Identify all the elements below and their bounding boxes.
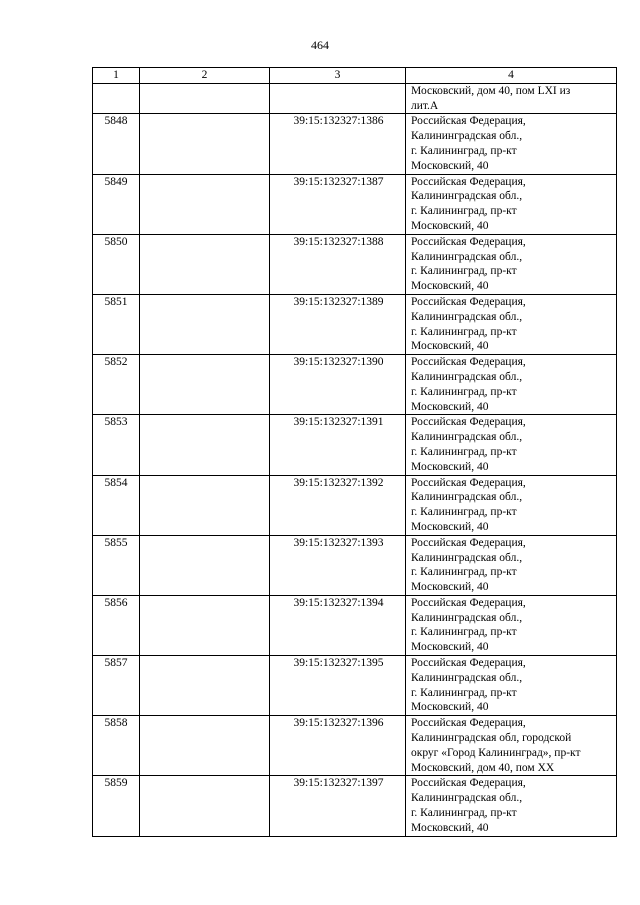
table-row <box>93 234 617 294</box>
row-number-cell: 5848 <box>93 114 140 174</box>
row-number-cell: 5849 <box>93 174 140 234</box>
header-col-1: 1 <box>93 68 140 84</box>
cadastral-number-cell: 39:15:132327:1394 <box>270 595 406 655</box>
header-row <box>93 68 617 84</box>
table-row <box>93 294 617 354</box>
cadastral-number-cell: 39:15:132327:1387 <box>270 174 406 234</box>
row-number-cell: 5854 <box>93 475 140 535</box>
column-2-cell <box>140 716 270 776</box>
address-cell: Российская Федерация, Калининградская обл., г. Калининград, пр-кт Московский, 40 <box>406 595 617 655</box>
continuation-row <box>93 83 617 114</box>
column-2-cell <box>140 776 270 836</box>
cadastral-number-cell: 39:15:132327:1386 <box>270 114 406 174</box>
row-number-cell: 5857 <box>93 656 140 716</box>
cadastral-number-cell: 39:15:132327:1396 <box>270 716 406 776</box>
cadastral-number-cell: 39:15:132327:1397 <box>270 776 406 836</box>
table-row <box>93 114 617 174</box>
table-row <box>93 776 617 836</box>
table-row <box>93 415 617 475</box>
column-2-cell <box>140 234 270 294</box>
column-2-cell <box>140 415 270 475</box>
address-cell: Российская Федерация, Калининградская обл., г. Калининград, пр-кт Московский, 40 <box>406 776 617 836</box>
address-cell: Российская Федерация, Калининградская обл., г. Калининград, пр-кт Московский, 40 <box>406 114 617 174</box>
header-col-4: 4 <box>406 68 617 84</box>
table-row <box>93 656 617 716</box>
registry-table <box>92 67 617 837</box>
cadastral-number-cell: 39:15:132327:1390 <box>270 355 406 415</box>
column-2-cell <box>140 114 270 174</box>
page-number: 464 <box>311 38 329 52</box>
address-cell: Российская Федерация, Калининградская обл., г. Калининград, пр-кт Московский, 40 <box>406 535 617 595</box>
row-number-cell: 5856 <box>93 595 140 655</box>
table-body <box>93 83 617 836</box>
header-col-3: 3 <box>270 68 406 84</box>
column-2-cell <box>140 294 270 354</box>
address-cell: Московский, дом 40, пом LXI из лит.А <box>406 83 617 114</box>
table-row <box>93 475 617 535</box>
cadastral-number-cell: 39:15:132327:1392 <box>270 475 406 535</box>
address-cell: Российская Федерация, Калининградская обл, городской округ «Город Калининград», пр-кт Московский, дом 40, пом XX <box>406 716 617 776</box>
table-row <box>93 595 617 655</box>
row-number-cell: 5855 <box>93 535 140 595</box>
column-2-cell <box>140 174 270 234</box>
table-row <box>93 716 617 776</box>
column-2-cell <box>140 656 270 716</box>
row-number-cell: 5850 <box>93 234 140 294</box>
column-2-cell <box>140 595 270 655</box>
column-2-cell <box>140 535 270 595</box>
row-number-cell: 5858 <box>93 716 140 776</box>
address-cell: Российская Федерация, Калининградская обл., г. Калининград, пр-кт Московский, 40 <box>406 355 617 415</box>
header-col-2: 2 <box>140 68 270 84</box>
address-cell: Российская Федерация, Калининградская обл., г. Калининград, пр-кт Московский, 40 <box>406 174 617 234</box>
address-cell: Российская Федерация, Калининградская обл., г. Калининград, пр-кт Московский, 40 <box>406 234 617 294</box>
row-number-cell: 5852 <box>93 355 140 415</box>
address-cell: Российская Федерация, Калининградская обл., г. Калининград, пр-кт Московский, 40 <box>406 415 617 475</box>
table-row <box>93 535 617 595</box>
column-2-cell <box>140 475 270 535</box>
row-number-cell: 5851 <box>93 294 140 354</box>
cadastral-number-cell: 39:15:132327:1388 <box>270 234 406 294</box>
address-cell: Российская Федерация, Калининградская обл., г. Калининград, пр-кт Московский, 40 <box>406 656 617 716</box>
address-cell: Российская Федерация, Калининградская обл., г. Калининград, пр-кт Московский, 40 <box>406 475 617 535</box>
cadastral-number-cell: 39:15:132327:1391 <box>270 415 406 475</box>
cadastral-number-cell: 39:15:132327:1395 <box>270 656 406 716</box>
cadastral-number-cell <box>270 83 406 114</box>
row-number-cell: 5859 <box>93 776 140 836</box>
row-number-cell <box>93 83 140 114</box>
cadastral-number-cell: 39:15:132327:1389 <box>270 294 406 354</box>
column-2-cell <box>140 83 270 114</box>
row-number-cell: 5853 <box>93 415 140 475</box>
address-cell: Российская Федерация, Калининградская обл., г. Калининград, пр-кт Московский, 40 <box>406 294 617 354</box>
cadastral-number-cell: 39:15:132327:1393 <box>270 535 406 595</box>
table-row <box>93 174 617 234</box>
table-row <box>93 355 617 415</box>
column-2-cell <box>140 355 270 415</box>
